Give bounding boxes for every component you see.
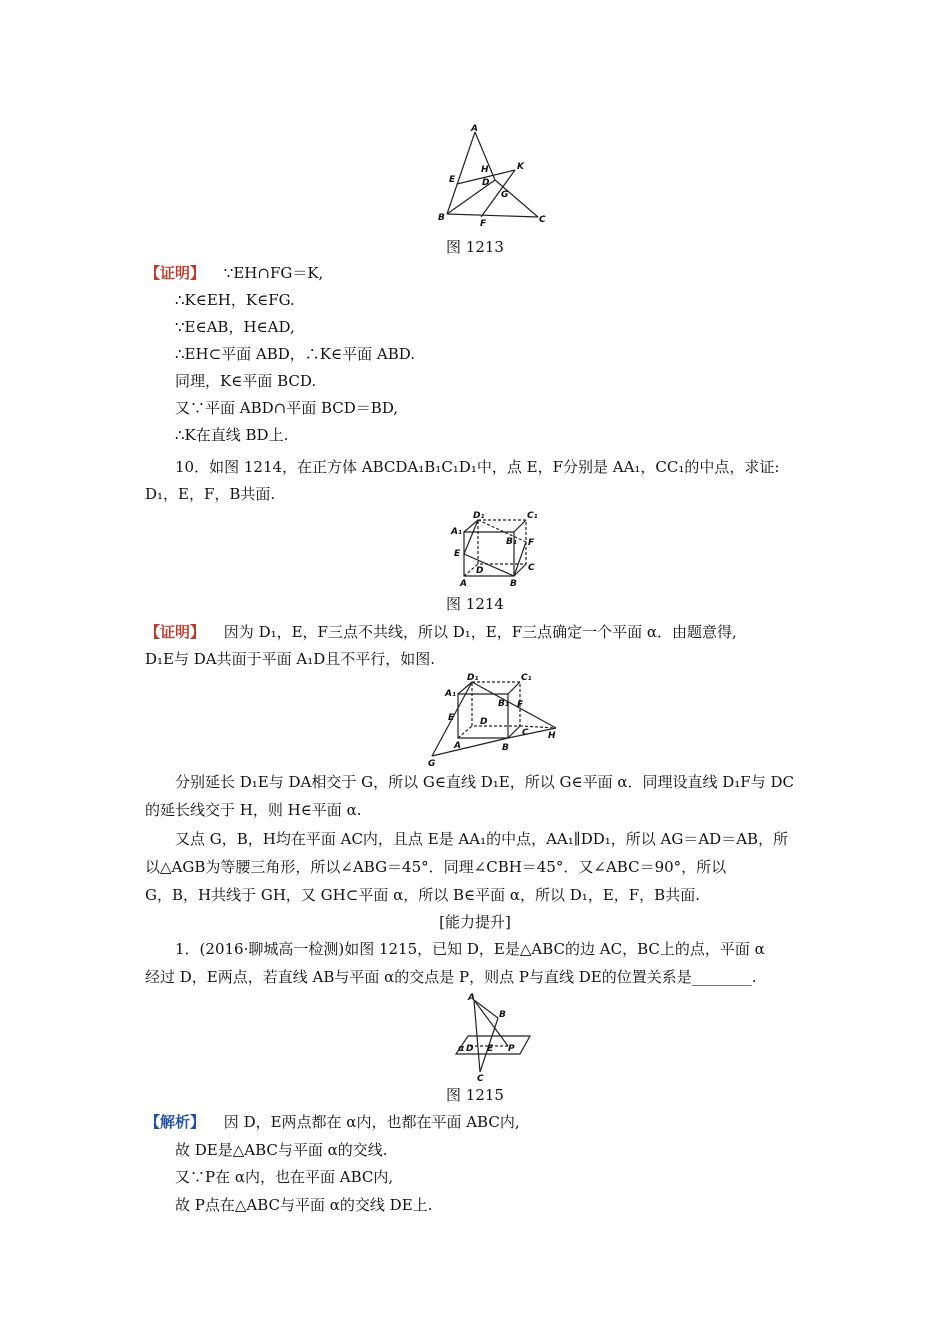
caption-1215: 图 1215 bbox=[446, 1086, 504, 1104]
label-E: E bbox=[487, 1044, 494, 1054]
label-D: D bbox=[466, 1044, 474, 1054]
label-D1: D₁ bbox=[467, 673, 479, 683]
label-C: C bbox=[477, 1074, 484, 1082]
label-D: D bbox=[482, 178, 490, 188]
q10-line-1: 10．如图 1214，在正方体 ABCDA₁B₁C₁D₁中，点 E，F分别是 AA₁，CC₁的中点，求证: bbox=[175, 458, 780, 476]
label-C1: C₁ bbox=[521, 673, 532, 683]
label-alpha: α bbox=[458, 1044, 465, 1054]
proof1-line-6: ∴K在直线 BD上. bbox=[175, 426, 289, 444]
section-heading: [能力提升] bbox=[439, 913, 511, 931]
label-A: A bbox=[471, 124, 478, 134]
label-C: C bbox=[522, 728, 529, 738]
proof2b-line-3: 以△AGB为等腰三角形，所以∠ABG＝45°．同理∠CBH＝45°．又∠ABC＝90°，所以 bbox=[145, 858, 727, 876]
proof1-line-3: ∴EH⊂平面 ABD，∴K∈平面 ABD. bbox=[175, 345, 415, 363]
q1-line-2: 经过 D，E两点，若直线 AB与平面 α的交点是 P，则点 P与直线 DE的位置关系是________. bbox=[145, 968, 757, 986]
proof2-line-1: 【证明】 因为 D₁，E，F三点不共线，所以 D₁，E，F三点确定一个平面 α．由题意得, bbox=[145, 623, 737, 641]
label-D: D bbox=[476, 566, 484, 576]
label-C1: C₁ bbox=[527, 511, 538, 521]
proof2b-line-0: 分别延长 D₁E与 DA相交于 G，所以 G∈直线 D₁E，所以 G∈平面 α．同理设直线 D₁F与 DC bbox=[175, 773, 794, 791]
label-F: F bbox=[528, 538, 535, 548]
figure-1213 bbox=[435, 122, 555, 227]
proof1-line-1: ∴K∈EH，K∈FG. bbox=[175, 291, 295, 309]
proof1-line-2: ∵E∈AB，H∈AD, bbox=[175, 318, 295, 336]
label-G: G bbox=[501, 190, 509, 200]
label-H: H bbox=[481, 165, 489, 175]
analysis-line-1: 故 DE是△ABC与平面 α的交线. bbox=[175, 1141, 388, 1159]
label-D1: D₁ bbox=[473, 511, 485, 521]
label-B1: B₁ bbox=[506, 537, 517, 547]
proof1-line-4: 同理，K∈平面 BCD. bbox=[175, 372, 317, 390]
label-B: B bbox=[502, 743, 509, 753]
caption-1213: 图 1213 bbox=[446, 238, 504, 256]
caption-1214: 图 1214 bbox=[446, 595, 504, 613]
proof-tag: 【证明】 bbox=[145, 623, 206, 641]
proof1-line-0: 【证明】 ∵EH∩FG＝K, bbox=[145, 264, 324, 282]
q10-line-2: D₁，E，F，B共面. bbox=[145, 485, 276, 503]
proof2-line-2: D₁E与 DA共面于平面 A₁D且不平行，如图. bbox=[145, 650, 436, 668]
label-E: E bbox=[454, 549, 461, 559]
q1-line-1: 1．(2016·聊城高一检测)如图 1215，已知 D，E是△ABC的边 AC，BC上的点，平面 α bbox=[175, 940, 765, 958]
proof-tag: 【证明】 bbox=[145, 264, 206, 282]
label-A1: A₁ bbox=[451, 527, 462, 537]
label-B: B bbox=[510, 579, 517, 589]
analysis-line-2: 又∵P在 α内，也在平面 ABC内, bbox=[175, 1168, 394, 1186]
label-B: B bbox=[438, 213, 445, 223]
proof1-line-5: 又∵平面 ABD∩平面 BCD＝BD, bbox=[175, 399, 399, 417]
label-K: K bbox=[517, 162, 524, 172]
label-A: A bbox=[460, 579, 467, 589]
label-B1: B₁ bbox=[498, 699, 509, 709]
proof2b-line-1: 的延长线交于 H，则 H∈平面 α. bbox=[145, 801, 362, 819]
label-G: G bbox=[428, 759, 436, 767]
label-E: E bbox=[448, 713, 455, 723]
label-C: C bbox=[539, 215, 546, 225]
analysis-line-3: 故 P点在△ABC与平面 α的交线 DE上. bbox=[175, 1196, 433, 1214]
label-F: F bbox=[480, 219, 487, 227]
label-D: D bbox=[480, 717, 488, 727]
label-A: A bbox=[468, 993, 475, 1003]
analysis-line-0: 【解析】 因 D，E两点都在 α内，也都在平面 ABC内, bbox=[145, 1113, 520, 1131]
label-E: E bbox=[449, 175, 456, 185]
figure-1215 bbox=[450, 992, 535, 1082]
label-B: B bbox=[499, 1010, 506, 1020]
proof2b-line-2: 又点 G，B，H均在平面 AC内，且点 E是 AA₁的中点，AA₁∥DD₁，所以 AG＝AD＝AB，所 bbox=[175, 830, 789, 848]
label-A1: A₁ bbox=[445, 689, 456, 699]
figure-extended-cube bbox=[428, 672, 563, 767]
label-A: A bbox=[454, 741, 461, 751]
label-P: P bbox=[508, 1044, 515, 1054]
label-H: H bbox=[548, 731, 556, 741]
figure-1214 bbox=[448, 510, 538, 590]
analysis-tag: 【解析】 bbox=[145, 1113, 206, 1131]
label-F: F bbox=[517, 700, 524, 710]
label-C: C bbox=[528, 563, 535, 573]
proof2b-line-4: G，B，H共线于 GH，又 GH⊂平面 α，所以 B∈平面 α，所以 D₁，E，F，B共面. bbox=[145, 886, 700, 904]
